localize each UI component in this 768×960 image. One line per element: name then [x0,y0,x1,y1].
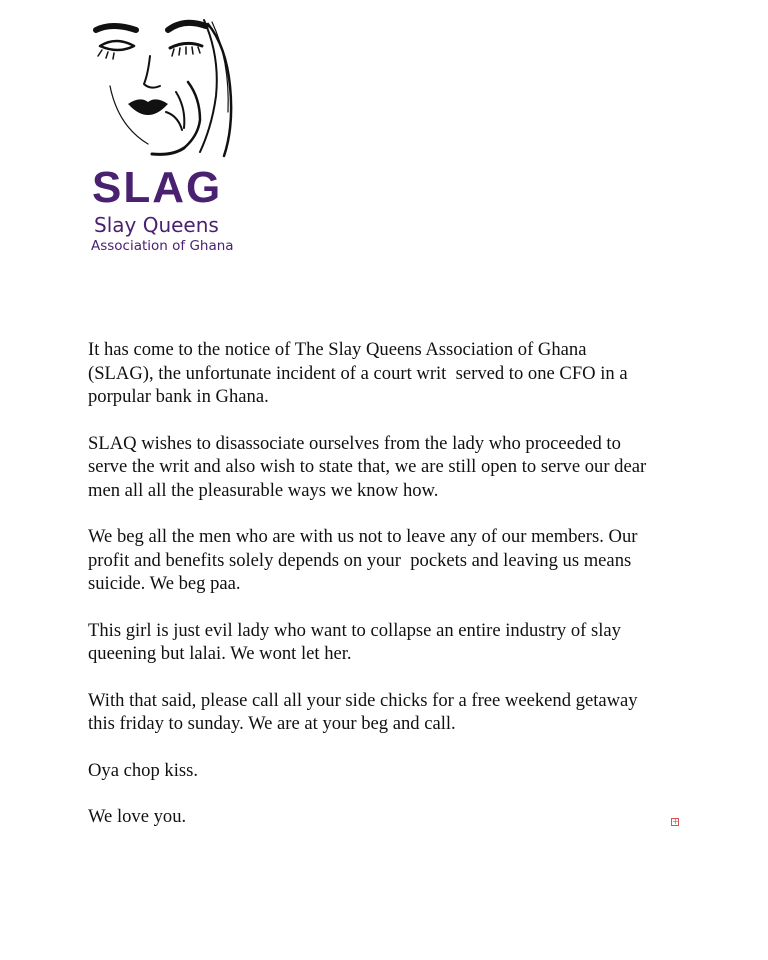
logo [84,16,244,261]
paragraph: With that said, please call all your side chicks for a free weekend getaway this friday to sunday. We are at your beg and call. [88,689,638,734]
closing-line: Oya chop kiss. [88,759,199,781]
logo-name-line-2: Association of Ghana [91,238,234,254]
sign-off: We love you. [88,806,187,827]
letter-body [88,338,688,829]
woman-face-illustration-icon [88,16,240,162]
paragraph: We beg all the men who are with us not to leave any of our members. Our profit and benefits solely depends on your pockets and leaving us means suicide. We beg paa. [88,526,638,594]
paragraph: It has come to the notice of The Slay Queens Association of Ghana (SLAG), the unfortunate incident of a court writ served to one CFO in a porpular bank in Ghana. [88,339,628,407]
logo-name-line-1: Slay Queens [94,213,219,237]
paragraph: This girl is just evil lady who want to collapse an entire industry of slay queening but lalai. We wont let her. [88,619,621,664]
logo-acronym: SLAG [92,163,223,212]
small-plus-box-icon: + [672,817,679,826]
paragraph: SLAQ wishes to disassociate ourselves from the lady who proceeded to serve the writ and also wish to state that, we are still open to serve our dear men all all the pleasurable ways we know how. [88,432,647,501]
